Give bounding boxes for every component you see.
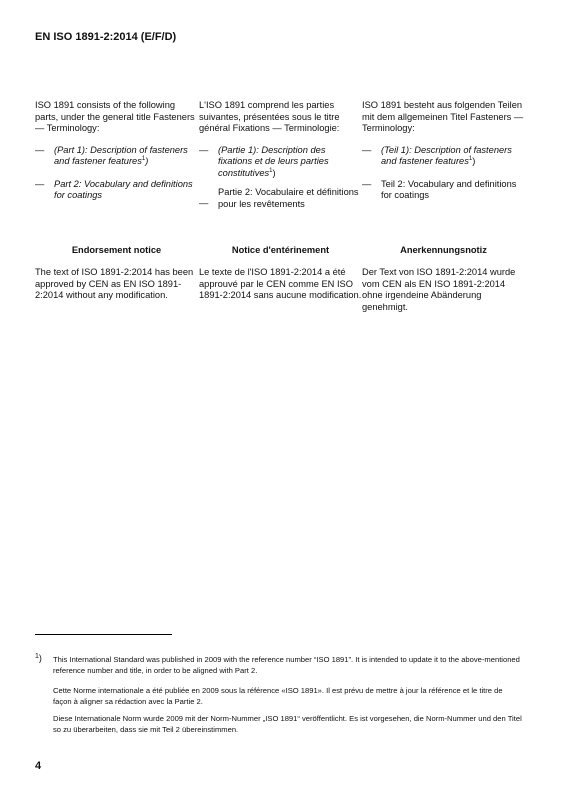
dash: — [362,144,372,155]
intro-text: ISO 1891 besteht aus folgenden Teilen mit dem allgemeinen Titel Fasteners — Terminology: [362,100,524,133]
footnote-text-en: This International Standard was published in 2009 with the reference number “ISO 1891”. It is intended to update it to the above-mentioned reference number and title, in order to be aligned with Part 2. [53,655,520,675]
footnote-ref-close: ) [272,167,276,178]
list-item-text: Part 2: Vocabulary and definitions for coatings [54,178,193,200]
list-item [199,187,362,210]
heading-endorsement-en: Endorsement notice [71,245,162,255]
list-item [35,145,198,168]
dash: — [35,178,45,189]
footnote-ref: 1 [141,156,146,162]
dash: — [362,178,372,189]
notice-fr: Le texte de l'ISO 1891-2:2014 a été approuvé par le CEN comme EN ISO 1891-2:2014 sans aucune modification. [199,267,362,300]
dash: — [199,198,209,208]
notice-en: The text of ISO 1891-2:2014 has been approved by CEN as EN ISO 1891-2:2014 without any modification. [35,267,194,300]
footnote-separator [35,634,172,635]
intro-text: L'ISO 1891 comprend les parties suivantes, présentées sous le titre général Fixations — Terminologie: [199,100,340,133]
footnote-text-fr: Cette Norme internationale a été publiée en 2009 sous la référence «ISO 1891». Il est prévu de mettre à jour la référence et le titre de façon à aligner sa rédaction avec la Partie 2. [53,686,503,706]
intro-text: ISO 1891 consists of the following parts, under the general title Fasteners — Terminology: [35,100,195,133]
footnote-text-de: Diese Internationale Norm wurde 2009 mit der Norm-Nummer „ISO 1891“ veröffentlicht. Es ist vorgesehen, die Norm-Nummer und den Titel so zu überarbeiten, dass sie mit Teil 2 übereinstimmen. [53,714,522,734]
footnote-mark-number: 1 [35,653,39,660]
page-number: 4 [35,760,42,772]
heading-endorsement-fr: Notice d'entérinement [231,245,330,255]
list-item-text: Teil 2: Vocabulary and definitions for coatings [381,178,517,200]
list-item-text: (Teil 1): Description of fasteners and fastener features [381,144,512,166]
list-item-text: Partie 2: Vocabulaire et définitions pour les revêtements [218,187,359,209]
notice-de: Der Text von ISO 1891-2:2014 wurde vom CEN als EN ISO 1891-2:2014 ohne irgendeine Abänderung genehmigt. [362,267,516,312]
column-en [35,100,198,202]
dash: — [35,144,45,155]
list-item [362,179,525,202]
column-de [362,100,525,202]
list-item-text: (Part 1): Description of fasteners and fastener features [54,144,188,166]
column-fr [199,100,362,210]
footnote-mark-close: ) [38,653,42,663]
heading-endorsement-de: Anerkennungsnotiz [400,245,487,255]
footnote-ref: 1 [468,156,473,162]
footnote-mark [35,653,42,663]
footnote-ref-close: ) [472,156,476,166]
footnote-ref: 1 [269,167,273,174]
list-item [199,145,362,180]
footnote-ref-close: ) [145,156,149,166]
document-header: EN ISO 1891-2:2014 (E/F/D) [35,31,177,43]
list-item [35,179,198,202]
list-item-text: (Partie 1): Description des fixations et de leurs parties constitutives [218,144,329,178]
list-item [362,145,525,168]
dash: — [199,144,209,155]
